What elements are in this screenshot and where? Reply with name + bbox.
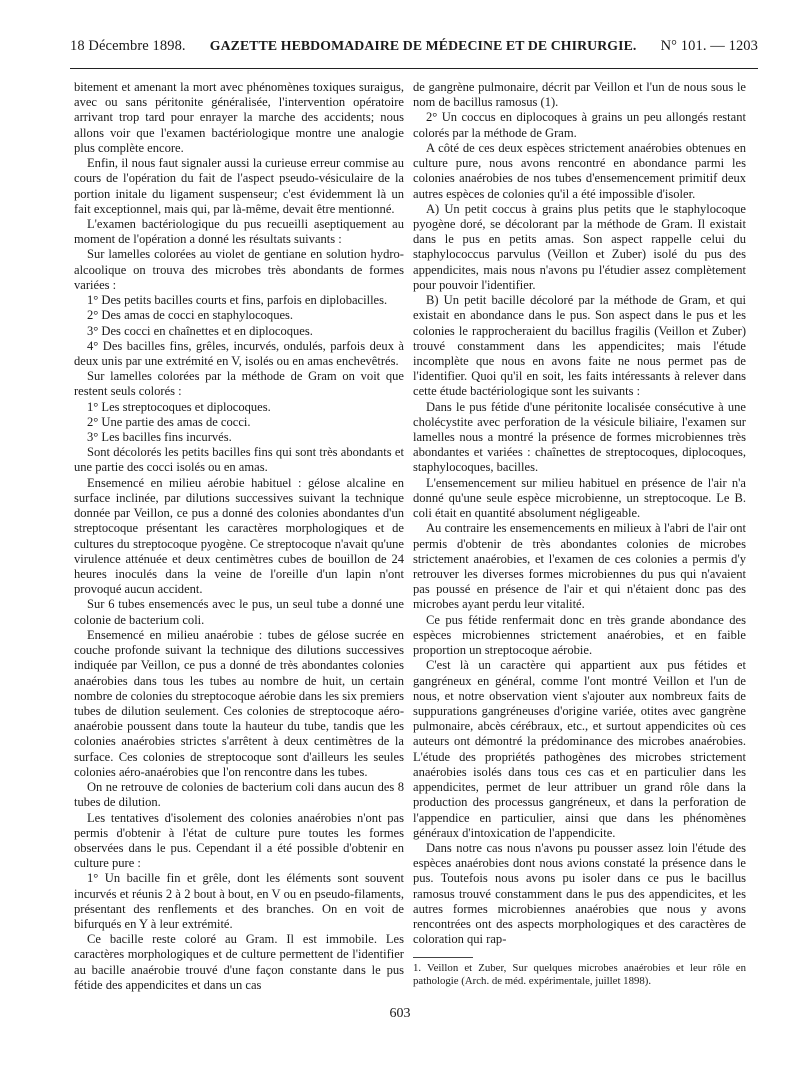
- paragraph: Enfin, il nous faut signaler aussi la curieuse erreur commise au cours de l'opération du fait de l'aspect pseudo-vésiculaire de la portion initale du ligament suspenseur; c'est évidemment là un fait exceptionnel, mais qui, par là-même, devait être mentionné.: [74, 156, 404, 216]
- list-item: 3° Des cocci en chaînettes et en diplocoques.: [87, 323, 313, 338]
- paragraph: Ce bacille reste coloré au Gram. Il est immobile. Les caractères morphologiques et de culture permettent de l'identifier au bacille anaérobie trouvé d'une façon constante dans le pus fétide des appendicites et dans un cas: [74, 932, 404, 992]
- page-number: 603: [389, 1006, 411, 1021]
- header-issue-page: N° 101. — 1203: [660, 38, 758, 54]
- paragraph: L'ensemencement sur milieu habituel en présence de l'air n'a donné qu'une seule espèce microbienne, un streptocoque. Le B. coli était en quantité absolument négligeable.: [413, 475, 746, 521]
- header-date: 18 Décembre 1898.: [70, 38, 186, 54]
- running-header: [70, 38, 758, 60]
- paragraph: Dans notre cas nous n'avons pu pousser assez loin l'étude des espèces anaérobies dont nous avions constaté la présence dans le pus. Toutefois nous avons pu isoler dans ce pus le bacillus ramosus trouvé constamment dans le pus des appendicites, et les autres formes microbiennes anaérobies que nous y avons rencontrées ont des aspects morphologiques et des caractères de coloration qui rap-: [413, 840, 746, 947]
- footnote-rule: [413, 957, 473, 958]
- paragraph: de gangrène pulmonaire, décrit par Veillon et l'un de nous sous le nom de bacillus ramosus (1).: [413, 80, 746, 110]
- right-column: [413, 80, 746, 947]
- paragraph: Ce pus fétide renfermait donc en très grande abondance des espèces microbiennes strictement anaérobies, et en faible proportion un streptocoque aérobie.: [413, 612, 746, 658]
- list-item: 3° Les bacilles fins incurvés.: [87, 430, 232, 445]
- paragraph: Sur lamelles colorées au violet de gentiane en solution hydro-alcoolique on trouva des microbes très abondants de formes variées :: [74, 247, 404, 292]
- list-item: 1° Les streptocoques et diplocoques.: [87, 399, 271, 414]
- paragraph: On ne retrouve de colonies de bacterium coli dans aucun des 8 tubes de dilution.: [74, 780, 404, 810]
- list-item: 2° Un coccus en diplocoques à grains un peu allongés restant colorés par la méthode de Gram.: [413, 110, 746, 140]
- paragraph: A côté de ces deux espèces strictement anaérobies obtenues en culture pure, nous avons rencontré en abondance parmi les colonies anaérobies de nos tubes d'ensemencement primitif deux autres espèces de colonies qu'il a été impossible d'isoler.: [413, 140, 746, 201]
- paragraph: Au contraire les ensemencements en milieux à l'abri de l'air ont permis d'obtenir de très abondantes colonies de microbes strictement anaérobies, et l'examen de ces colonies a permis d'y retrouver les diverses formes microbiennes du pus qui n'avaient pas poussé en présence de l'air et qui n'étaient donc pas des microbes ayant perdu leur vitalité.: [413, 521, 746, 612]
- paragraph: Dans le pus fétide d'une péritonite localisée consécutive à une cholécystite avec perforation de la vésicule biliaire, l'examen sur lamelles nous a montré la présence de formes microbiennes très abondantes et variées : chaînettes de streptocoques, diplocoques, staphylocoques, bacilles.: [413, 399, 746, 475]
- list-item: 2° Des amas de cocci en staphylocoques.: [87, 308, 294, 323]
- list-item: 1° Un bacille fin et grêle, dont les éléments sont souvent incurvés et réunis 2 à 2 bout à bout, en V ou en pseudo-filaments, présentant des renflements et des branches. On en voit de bifurqués en Y à leur extrémité.: [74, 871, 404, 932]
- footnote: 1. Veillon et Zuber, Sur quelques microbes anaérobies et leur rôle en pathologie (Arch. de méd. expérimentale, juillet 1898).: [413, 962, 746, 987]
- paragraph: Sur lamelles colorées par la méthode de Gram on voit que restent seuls colorés :: [74, 369, 404, 399]
- paragraph: Sur 6 tubes ensemencés avec le pus, un seul tube a donné une colonie de bacterium coli.: [74, 597, 404, 627]
- paragraph: bitement et amenant la mort avec phénomènes toxiques suraigus, avec ou sans péritonite généralisée, l'intervention opératoire arrivant trop tard pour enrayer la marche des accidents; nous allons voir que l'examen bactériologique montre une analogie plus complète encore.: [74, 80, 404, 155]
- paragraph: Ensemencé en milieu aérobie habituel : gélose alcaline en surface inclinée, par dilutions successives suivant la technique donnée par Veillon, ce pus a donné des colonies abondantes d'un streptocoque présentant les caractères morphologiques et de cultures du streptocoque pyogène. Ce streptocoque n'avait qu'une virulence atténuée et deux centimètres cubes de bouillon de 24 heures inoculés dans la veine de l'oreille d'un lapin n'ont provoqué aucun accident.: [74, 475, 404, 597]
- list-item: 1° Des petits bacilles courts et fins, parfois en diplobacilles.: [87, 293, 388, 308]
- paragraph: A) Un petit coccus à grains plus petits que le staphylocoque pyogène doré, se décolorant par la méthode de Gram. Il existait dans le pus en petits amas. Son aspect rappelle celui du staphylococcus parvulus (Veillon et Zuber) isolé du pus des appendicites, mais nous n'avons pu l'étudier assez complètement pour pouvoir l'identifier.: [413, 201, 746, 292]
- paragraph: C'est là un caractère qui appartient aux pus fétides et gangréneux en général, comme l'ont montré Veillon et l'un de nous, et notre observation vient s'ajouter aux nombreux faits de suppurations gangréneuses d'origine variée, otites avec gangrène pulmonaire, abcès cérébraux, etc., et surtout appendicites où ces auteurs ont démontré la prédominance des microbes anaérobies. L'étude des propriétés pathogènes des microbes strictement anaérobies isolés dans tous ces cas et en particulier dans les appendicites, permet de leur attribuer un grand rôle dans la production des processus gangréneux, et dans la perforation de l'appendice en particulier, ainsi que dans les phénomènes généraux d'intoxication de l'appendicite.: [413, 658, 746, 840]
- paragraph: B) Un petit bacille décoloré par la méthode de Gram, et qui existait en abondance dans le pus. Son aspect dans le pus et les colonies le rapprocheraient du bacillus fragilis (Veillon et Zuber) trouvé constamment dans les appendicites; mais l'étude incomplète que nous en avons faite ne nous permet pas de l'identifier. Quoi qu'il en soit, les faits intéressants à relever dans cette étude bactériologique sont les suivants :: [413, 293, 746, 399]
- paragraph: Les tentatives d'isolement des colonies anaérobies n'ont pas permis d'obtenir à l'état de culture pure toutes les formes observées dans le pus. Cependant il a été possible d'obtenir en culture pure :: [74, 810, 404, 871]
- paragraph: Sont décolorés les petits bacilles fins qui sont très abondants et une partie des cocci isolés ou en amas.: [74, 445, 404, 475]
- list-item: 4° Des bacilles fins, grêles, incurvés, ondulés, parfois deux à deux unis par une extrémité en V, isolés ou en amas enchevêtrés.: [74, 338, 404, 368]
- left-column: [74, 80, 404, 993]
- paragraph: L'examen bactériologique du pus recueilli aseptiquement au moment de l'opération a donné les résultats suivants :: [74, 216, 404, 247]
- header-journal-title: GAZETTE HEBDOMADAIRE DE MÉDECINE ET DE CHIRURGIE.: [209, 38, 637, 53]
- paragraph: Ensemencé en milieu anaérobie : tubes de gélose sucrée en couche profonde suivant la technique des dilutions successives indiquée par Veillon, ce pus a donné de très abondantes colonies anaérobies dans tous les tubes au nombre de huit, un certain nombre de colonies du streptocoque aérobie dans les six premiers tubes de dilution seulement. Ces colonies de streptocoque aéro-anaérobie poussent dans toute la hauteur du tube, tandis que les colonies anaérobies strictes s'arrêtent à deux centimètres de la surface. Ces colonies de streptocoque sont d'ailleurs les seules colonies aéro-anaérobies que l'on rencontre dans les tubes.: [74, 627, 404, 779]
- list-item: 2° Une partie des amas de cocci.: [87, 414, 251, 429]
- header-rule: [70, 68, 758, 69]
